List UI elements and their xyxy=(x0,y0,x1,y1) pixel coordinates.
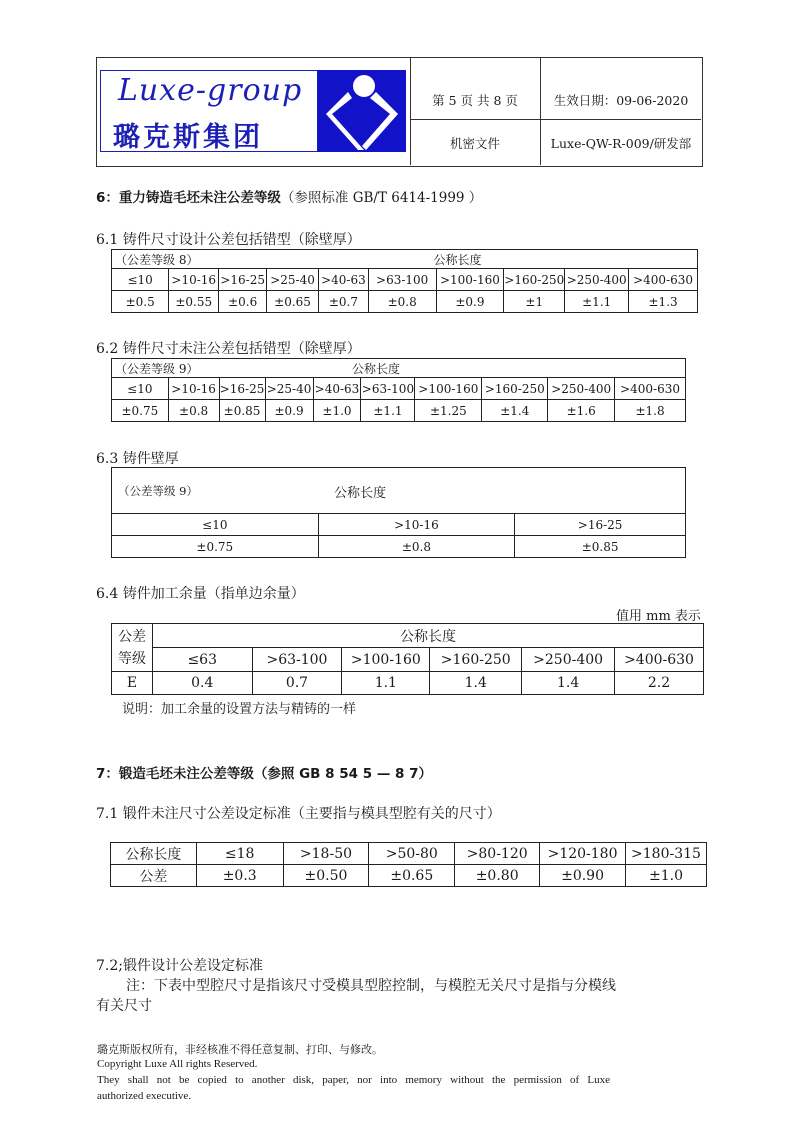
range-cell: >400-630 xyxy=(615,648,704,672)
range-cell: >10-16 xyxy=(169,269,219,291)
tolerance-cell: ±0.55 xyxy=(169,291,219,313)
tolerance-cell: ±1.4 xyxy=(482,400,548,422)
tolerance-cell: ±0.8 xyxy=(168,400,219,422)
table-row-allowances xyxy=(112,672,704,695)
section-7-title: 7：锻造毛坯未注公差等级（参照 GB 8 54 5 — 8 7） xyxy=(96,766,433,782)
tolerance-cell: ±1.0 xyxy=(313,400,361,422)
range-cell: >50-80 xyxy=(369,843,455,865)
range-cell: >10-16 xyxy=(318,514,515,536)
section-7-2-note-line2: 有关尺寸 xyxy=(96,998,152,1014)
range-cell: ≤18 xyxy=(196,843,283,865)
section-6-3-heading: 6.3 铸件壁厚 xyxy=(96,451,179,467)
allowance-cell: 1.4 xyxy=(522,672,615,695)
range-cell: >250-400 xyxy=(565,269,629,291)
tolerance-cell: ±0.7 xyxy=(318,291,368,313)
range-cell: >63-100 xyxy=(252,648,342,672)
range-cell: >100-160 xyxy=(436,269,504,291)
allowance-cell: 0.4 xyxy=(152,672,252,695)
section-6-title: 6：重力铸造毛坯未注公差等级（参照标准 GB/T 6414-1999 ） xyxy=(96,190,483,206)
tolerance-cell: ±1.1 xyxy=(361,400,415,422)
logo-chinese: 璐克斯集团 xyxy=(113,122,263,153)
allowance-cell: 0.7 xyxy=(252,672,342,695)
row-label: 公差 xyxy=(111,865,197,887)
table-row-tolerances xyxy=(111,865,707,887)
allowance-cell: 1.1 xyxy=(342,672,430,695)
range-cell: >250-400 xyxy=(548,378,615,400)
tolerance-cell: ±0.5 xyxy=(112,291,169,313)
table-row-tolerances xyxy=(112,400,686,422)
length-header: 公称长度 xyxy=(152,624,703,648)
range-cell: >25-40 xyxy=(267,269,319,291)
table-row-ranges xyxy=(112,648,704,672)
section-7-2-note-line1: 注：下表中型腔尺寸是指该尺寸受模具型腔控制，与模腔无关尺寸是指与分模线 xyxy=(126,978,616,994)
logo-emblem-icon xyxy=(318,70,406,152)
logo-cell xyxy=(97,58,411,165)
range-cell: >16-25 xyxy=(515,514,686,536)
range-cell: ≤63 xyxy=(152,648,252,672)
document-header xyxy=(96,57,703,167)
row-label: 公称长度 xyxy=(111,843,197,865)
footer-executive: authorized executive. xyxy=(97,1090,192,1102)
range-cell: >25-40 xyxy=(265,378,313,400)
range-cell: >100-160 xyxy=(342,648,430,672)
section-7-2-heading: 7.2;锻件设计公差设定标准 xyxy=(96,958,263,974)
table-row-tolerances xyxy=(112,291,698,313)
tolerance-cell: ±0.65 xyxy=(369,865,455,887)
unit-note: 值用 mm 表示 xyxy=(616,609,701,624)
tolerance-cell: ±0.75 xyxy=(112,536,319,558)
tolerance-cell: ±0.8 xyxy=(368,291,436,313)
table-row-tolerances xyxy=(112,536,686,558)
range-cell: >63-100 xyxy=(368,269,436,291)
table-6-1 xyxy=(111,249,698,313)
confidential-label: 机密文件 xyxy=(449,136,500,151)
allowance-cell: 2.2 xyxy=(615,672,704,695)
tolerance-cell: ±0.9 xyxy=(265,400,313,422)
allowance-remark: 说明：加工余量的设置方法与精铸的一样 xyxy=(122,702,357,717)
table-7-1 xyxy=(110,842,707,887)
footer-copyright-en: Copyright Luxe All rights Reserved. xyxy=(97,1058,258,1070)
tolerance-cell: ±0.85 xyxy=(515,536,686,558)
range-cell: ≤10 xyxy=(112,269,169,291)
header-page-cell xyxy=(410,58,541,165)
range-cell: >120-180 xyxy=(540,843,626,865)
tolerance-cell: ±0.9 xyxy=(436,291,504,313)
table-6-4 xyxy=(111,623,704,695)
range-cell: >40-63 xyxy=(318,269,368,291)
tolerance-cell: ±0.50 xyxy=(283,865,369,887)
tolerance-cell: ±1.8 xyxy=(615,400,686,422)
range-cell: ≤10 xyxy=(112,378,169,400)
company-logo-text xyxy=(100,70,318,152)
grade-label-bottom: 等级 xyxy=(112,648,153,672)
tolerance-cell: ±0.65 xyxy=(267,291,319,313)
section-7-1-heading: 7.1 锻件未注尺寸公差设定标准（主要指与模具型腔有关的尺寸） xyxy=(96,806,501,822)
grade-value: E xyxy=(112,672,153,695)
tolerance-cell: ±1.6 xyxy=(548,400,615,422)
range-cell: >16-25 xyxy=(219,378,265,400)
grade-label-top: 公差 xyxy=(112,624,153,648)
range-cell: >180-315 xyxy=(626,843,707,865)
tolerance-cell: ±1.1 xyxy=(565,291,629,313)
grade-header: （公差等级 8） 公称长度 xyxy=(112,250,698,269)
tolerance-cell: ±0.6 xyxy=(219,291,267,313)
range-cell: >250-400 xyxy=(522,648,615,672)
section-6-4-heading: 6.4 铸件加工余量（指单边余量） xyxy=(96,586,305,602)
grade-header: （公差等级 9） 公称长度 xyxy=(112,468,686,514)
table-row-ranges xyxy=(112,269,698,291)
range-cell: >80-120 xyxy=(455,843,540,865)
tolerance-cell: ±0.80 xyxy=(455,865,540,887)
section-6-1-heading: 6.1 铸件尺寸设计公差包括错型（除壁厚） xyxy=(96,232,361,248)
table-row-ranges xyxy=(112,514,686,536)
tolerance-cell: ±0.8 xyxy=(318,536,515,558)
table-6-3 xyxy=(111,467,686,558)
range-cell: >100-160 xyxy=(415,378,482,400)
table-row-ranges xyxy=(111,843,707,865)
grade-header: （公差等级 9） 公称长度 xyxy=(112,359,686,378)
header-meta-cell xyxy=(541,58,701,165)
footer-copyright-cn: 璐克斯版权所有，非经核准不得任意复制、打印、与修改。 xyxy=(97,1044,383,1056)
tolerance-cell: ±1.0 xyxy=(626,865,707,887)
tolerance-cell: ±1 xyxy=(504,291,565,313)
effective-date: 生效日期：09-06-2020 xyxy=(553,93,689,108)
document-code: Luxe-QW-R-009/研发部 xyxy=(550,136,692,151)
range-cell: >160-250 xyxy=(482,378,548,400)
table-6-2 xyxy=(111,358,686,422)
allowance-cell: 1.4 xyxy=(430,672,522,695)
range-cell: >16-25 xyxy=(219,269,267,291)
table-row-ranges xyxy=(112,378,686,400)
tolerance-cell: ±0.3 xyxy=(196,865,283,887)
range-cell: >400-630 xyxy=(615,378,686,400)
tolerance-cell: ±1.3 xyxy=(629,291,698,313)
range-cell: >40-63 xyxy=(313,378,361,400)
tolerance-cell: ±0.90 xyxy=(540,865,626,887)
range-cell: >63-100 xyxy=(361,378,415,400)
range-cell: >18-50 xyxy=(283,843,369,865)
section-6-2-heading: 6.2 铸件尺寸未注公差包括错型（除壁厚） xyxy=(96,341,361,357)
range-cell: >10-16 xyxy=(168,378,219,400)
logo-english: Luxe-group xyxy=(118,73,303,108)
footer-permission: They shall not be copied to another disk, paper, nor into memory without the permission of Luxe xyxy=(97,1074,610,1086)
tolerance-cell: ±1.25 xyxy=(415,400,482,422)
range-cell: ≤10 xyxy=(112,514,319,536)
range-cell: >160-250 xyxy=(504,269,565,291)
range-cell: >160-250 xyxy=(430,648,522,672)
page-info: 第 5 页 共 8 页 xyxy=(432,93,518,108)
range-cell: >400-630 xyxy=(629,269,698,291)
tolerance-cell: ±0.85 xyxy=(219,400,265,422)
tolerance-cell: ±0.75 xyxy=(112,400,169,422)
